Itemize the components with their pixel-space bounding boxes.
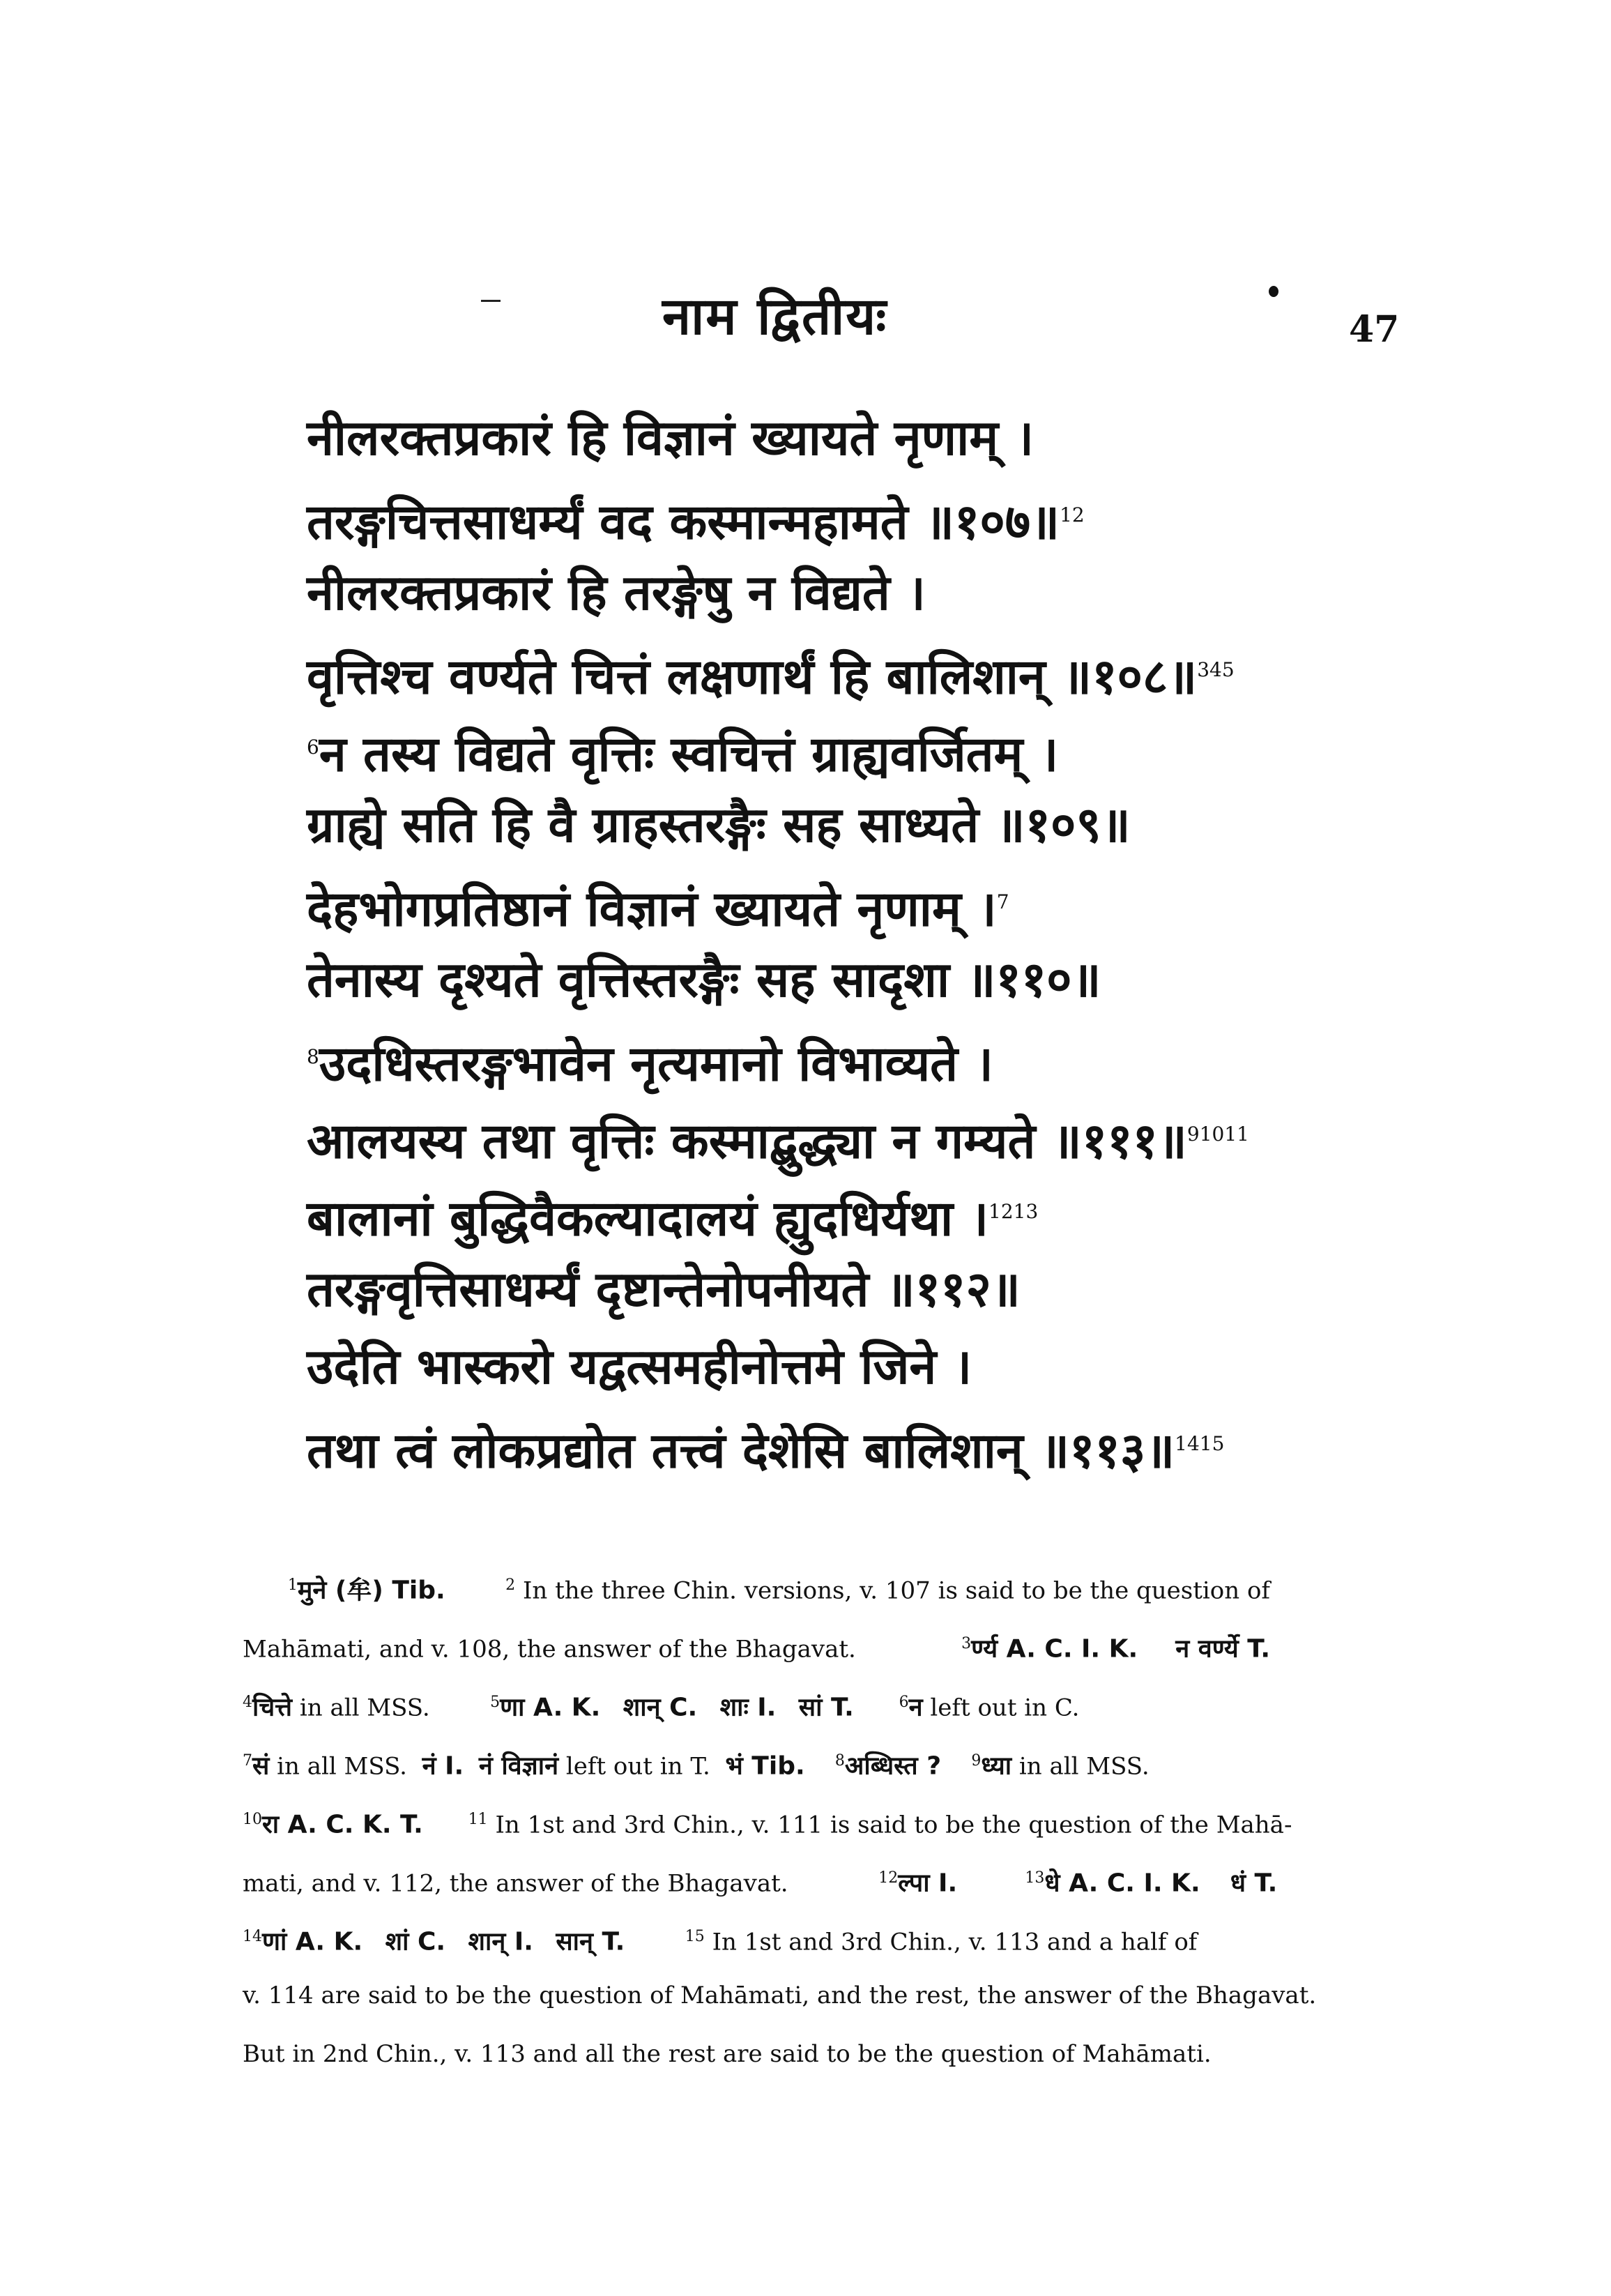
footnote-number: 8: [834, 1752, 845, 1770]
footnote-number: 15: [685, 1928, 705, 1945]
verse-text: नीलरक्तप्रकारं हि विज्ञानं ख्यायते नृणाम् ।: [307, 409, 1034, 466]
footnote-line-1: [243, 1556, 1400, 1615]
verse-line-1: [307, 404, 1422, 482]
footnote-text: न: [908, 1693, 923, 1722]
footnote-text: v. 114 are said to be the question of Mahāmati, and the rest, the answer of the Bhagavat.: [243, 1982, 1317, 2009]
verse-line-2: [307, 482, 1422, 559]
footnote-marker: 11: [1224, 1123, 1249, 1146]
verse-line-3: [307, 559, 1422, 637]
footnote-line-7: [243, 1908, 1400, 1966]
footnote-marker: 8: [307, 1045, 319, 1068]
footnote-text: left out in C.: [930, 1694, 1080, 1722]
verse-text: तथा त्वं लोकप्रद्योत तत्त्वं देशेसि बालिशान् ॥११३॥: [307, 1421, 1175, 1480]
verse-line-5: [307, 714, 1422, 791]
footnote-marker: 14: [1175, 1432, 1200, 1455]
footnote-line-9: [243, 2025, 1400, 2083]
footnote-text: नं I.: [422, 1751, 464, 1781]
footnote-number: 9: [971, 1752, 982, 1770]
footnote-text: न वर्ण्ये T.: [1175, 1634, 1271, 1664]
verse-line-4: [307, 637, 1422, 714]
footnote-number: 2: [505, 1576, 516, 1594]
verse-text: उदेति भास्करो यद्वत्समहीनोत्तमे जिने ।: [307, 1337, 972, 1395]
footnote-text: शान् I.: [468, 1927, 533, 1956]
verse-line-9: [307, 1024, 1422, 1101]
footnote-marker: 6: [307, 736, 319, 759]
footnote-number: 12: [878, 1869, 899, 1887]
footnote-number: 14: [243, 1928, 262, 1945]
footnote-marker: 5: [1221, 658, 1235, 681]
footnote-number: 11: [468, 1811, 488, 1828]
verse-line-14: [307, 1411, 1422, 1488]
footnote-text: सां T.: [798, 1693, 854, 1722]
footnote-line-4: [243, 1732, 1400, 1791]
verse-text: ग्राह्ये सति हि वै ग्राहस्तरङ्गैः सह साध्यते ॥१०९॥: [307, 796, 1131, 853]
footnote-text: ध्या: [981, 1751, 1012, 1781]
footnote-marker: 12: [988, 1200, 1014, 1223]
verse-text: तरङ्गचित्तसाधर्म्यं वद कस्मान्महामते ॥१०७॥: [307, 492, 1060, 551]
footnote-text: In 1st and 3rd Chin., v. 113 and a half of: [712, 1928, 1198, 1956]
verse-text: नीलरक्तप्रकारं हि तरङ्गेषु न विद्यते ।: [307, 563, 926, 621]
footnote-number: 10: [243, 1811, 262, 1828]
footnote-line-8: [243, 1966, 1400, 2025]
verse-text: वृत्तिश्च वर्ण्यते चित्तं लक्षणार्थं हि बालिशान् ॥१०८॥: [307, 647, 1198, 706]
verse-text: तरङ्गवृत्तिसाधर्म्यं दृष्टान्तेनोपनीयते ॥११२॥: [307, 1260, 1021, 1318]
footnotes: [243, 1556, 1400, 2083]
verse-line-7: [307, 869, 1422, 946]
footnote-marker: 10: [1199, 1123, 1225, 1146]
footnote-marker: 15: [1199, 1432, 1225, 1455]
footnote-text: मुने (牟) Tib.: [297, 1576, 445, 1605]
footnote-number: 6: [899, 1694, 909, 1711]
verse-text: देहभोगप्रतिष्ठानं विज्ञानं ख्यायते नृणाम् ।: [307, 879, 997, 938]
footnote-text: But in 2nd Chin., v. 113 and all the rest are said to be the question of Mahāmati.: [243, 2040, 1212, 2068]
verse-line-8: [307, 946, 1422, 1024]
footnote-line-5: [243, 1791, 1400, 1849]
footnote-text: Mahāmati, and v. 108, the answer of the Bhagavat.: [243, 1635, 856, 1664]
footnote-text: सान् T.: [556, 1927, 625, 1956]
page-title: नाम द्वितीयः: [662, 287, 888, 347]
footnote-marker: 4: [1209, 658, 1222, 681]
footnote-number: 5: [490, 1694, 501, 1711]
footnote-text: नं विज्ञानं: [478, 1751, 559, 1781]
footnote-text: रा A. C. K. T.: [262, 1810, 423, 1839]
footnote-line-3: [243, 1673, 1400, 1732]
verse-line-12: [307, 1256, 1422, 1333]
footnote-text: शाः I.: [719, 1693, 777, 1722]
footnote-line-2: [243, 1615, 1400, 1673]
verse-block: [307, 404, 1422, 1488]
footnote-marker: 9: [1186, 1123, 1200, 1146]
print-speck: [1269, 286, 1278, 297]
page-number: 47: [1349, 308, 1400, 351]
footnote-text: धं T.: [1230, 1869, 1278, 1898]
footnote-marker: 13: [1013, 1200, 1039, 1223]
footnote-text: In the three Chin. versions, v. 107 is said to be the question of: [522, 1576, 1270, 1605]
footnote-number: 3: [961, 1635, 972, 1652]
footnote-text: mati, and v. 112, the answer of the Bhagavat.: [243, 1869, 788, 1898]
footnote-marker: 7: [996, 890, 1009, 913]
footnote-text: र्ण्य A. C. I. K.: [971, 1634, 1138, 1664]
footnote-text: शां C.: [385, 1927, 446, 1956]
footnote-marker: 1: [1060, 503, 1072, 526]
footnote-text: शान् C.: [623, 1693, 698, 1722]
footnote-text: left out in T.: [565, 1752, 710, 1781]
verse-text: तेनास्य दृश्यते वृत्तिस्तरङ्गैः सह सादृशा ॥११०॥: [307, 950, 1101, 1008]
footnote-number: 4: [243, 1694, 252, 1711]
verse-text: आलयस्य तथा वृत्तिः कस्माद्बुद्ध्या न गम्यते ॥१११॥: [307, 1111, 1187, 1170]
footnote-marker: 2: [1071, 503, 1085, 526]
footnote-number: 1: [287, 1576, 298, 1594]
footnote-text: सं: [252, 1751, 270, 1781]
footnote-text: णां A. K.: [262, 1927, 363, 1956]
footnote-text: in all MSS.: [1018, 1752, 1150, 1781]
footnote-text: in all MSS.: [277, 1752, 407, 1781]
footnote-text: धे A. C. I. K.: [1044, 1869, 1200, 1898]
footnote-text: अब्धिस्त ?: [844, 1751, 942, 1781]
verse-text: न तस्य विद्यते वृत्तिः स्वचित्तं ग्राह्यवर्जितम् ।: [319, 724, 1059, 783]
running-header: [0, 279, 1611, 356]
verse-text: उदधिस्तरङ्गभावेन नृत्यमानो विभाव्यते ।: [319, 1034, 993, 1093]
footnote-text: ल्पा I.: [898, 1869, 958, 1898]
footnote-line-6: [243, 1849, 1400, 1908]
verse-line-10: [307, 1101, 1422, 1178]
footnote-text: णा A. K.: [500, 1693, 601, 1722]
footnote-number: 13: [1025, 1869, 1045, 1887]
footnote-text: भं Tib.: [725, 1751, 805, 1781]
verse-line-11: [307, 1178, 1422, 1256]
print-mark: [481, 300, 501, 302]
verse-text: बालानां बुद्धिवैकल्यादालयं ह्युदधिर्यथा ।: [307, 1189, 988, 1247]
footnote-marker: 3: [1197, 658, 1210, 681]
verse-line-6: [307, 791, 1422, 869]
verse-line-13: [307, 1333, 1422, 1411]
footnote-text: चित्ते: [252, 1693, 293, 1722]
footnote-text: In 1st and 3rd Chin., v. 111 is said to be the question of the Mahā-: [495, 1811, 1292, 1839]
footnote-number: 7: [243, 1752, 252, 1770]
footnote-text: in all MSS.: [299, 1694, 430, 1722]
